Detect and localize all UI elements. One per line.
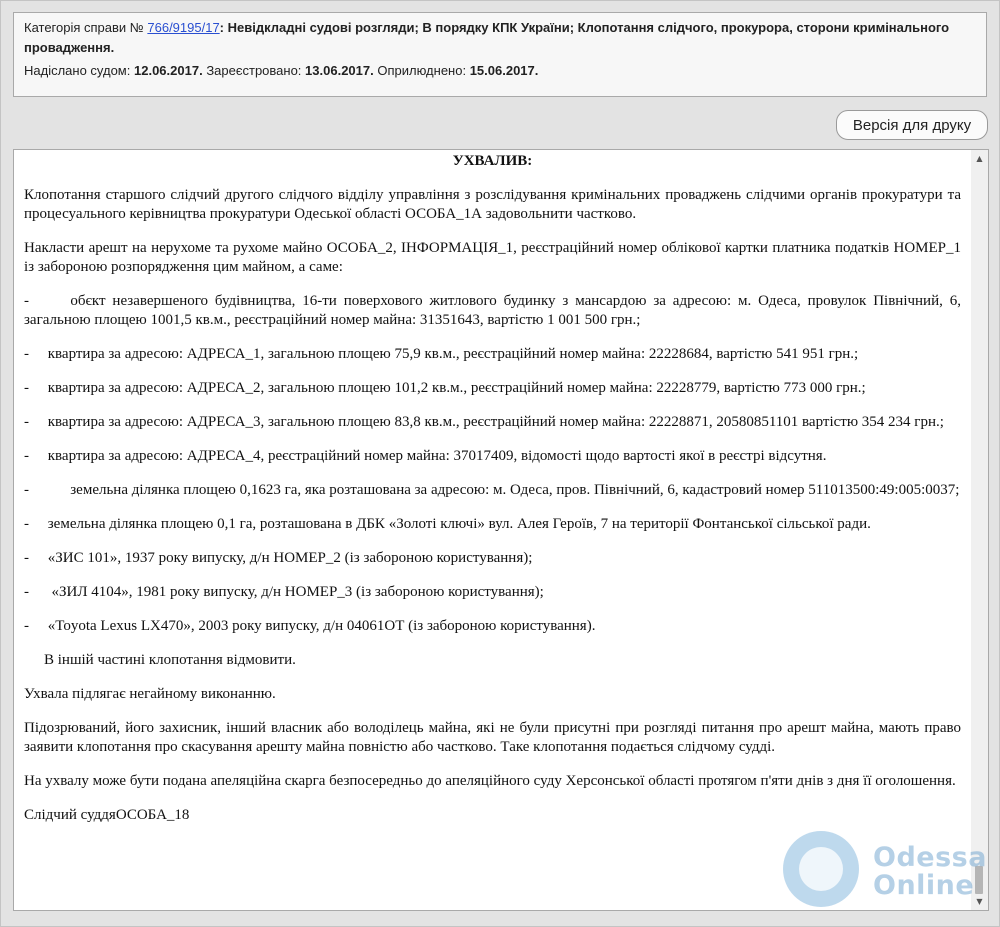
- print-version-button[interactable]: Версія для друку: [836, 110, 988, 140]
- case-info-panel: [13, 12, 987, 97]
- paragraph: Клопотання старшого слідчий другого слідчого відділу управління з розслідування кримінальних проваджень слідчими органів прокуратури та процесуального керівництва прокуратури Одеської області ОСОБА_1А задовольнити частково.: [24, 187, 961, 222]
- signature-line: Слідчий суддяОСОБА_18: [24, 807, 190, 823]
- watermark-line1: Odessa: [873, 842, 987, 873]
- list-item: - «ЗИЛ 4104», 1981 року випуску, д/н НОМЕР_3 (із забороною користування);: [24, 584, 544, 600]
- paragraph: На ухвалу може бути подана апеляційна скарга безпосередньо до апеляційного суду Херсонської області протягом п'яти днів з дня її оголошення.: [24, 773, 956, 789]
- published-date: 15.06.2017.: [469, 63, 539, 78]
- list-item: - земельна ділянка площею 0,1623 га, яка розташована за адресою: м. Одеса, пров. Північний, 6, кадастровий номер 511013500:49:005:0037;: [24, 482, 960, 498]
- scroll-thumb[interactable]: [975, 866, 983, 894]
- list-item: - квартира за адресою: АДРЕСА_4, реєстраційний номер майна: 37017409, відомості щодо вартості якої в реєстрі відсутня.: [24, 448, 827, 464]
- list-item: - квартира за адресою: АДРЕСА_1, загальною площею 75,9 кв.м., реєстраційний номер майна: 22228684, вартістю 541 951 грн.;: [24, 346, 859, 362]
- list-item: - обєкт незавершеного будівництва, 16-ти поверхового житлового будинку з мансардою за адресою: м. Одеса, провулок Північний, 6, загальною площею 1001,5 кв.м., реєстраційний номер майна: 31351643, вартістю 1 001 500 грн.;: [24, 293, 965, 328]
- case-dates-line: [24, 61, 976, 81]
- sent-date: 12.06.2017.: [134, 63, 203, 78]
- scroll-down-arrow-icon[interactable]: ▼: [976, 897, 983, 906]
- list-item: - «Toyota Lexus LX470», 2003 року випуску, д/н 04061ОТ (із забороною користування).: [24, 618, 596, 634]
- list-item: - квартира за адресою: АДРЕСА_3, загальною площею 83,8 кв.м., реєстраційний номер майна: 22228871, 20580851101 вартістю 354 234 грн.;: [24, 414, 944, 430]
- list-item: - земельна ділянка площею 0,1 га, розташована в ДБК «Золоті ключі» вул. Алея Героїв, 7 на території Фонтанської сільської ради.: [24, 516, 871, 532]
- case-category-line: [24, 18, 976, 58]
- sent-label: Надіслано судом:: [24, 63, 131, 78]
- document-text: [24, 150, 965, 840]
- document-frame[interactable]: [13, 149, 989, 911]
- paragraph: Накласти арешт на нерухоме та рухоме майно ОСОБА_2, ІНФОРМАЦІЯ_1, реєстраційний номер облікової картки платника податків НОМЕР_1 із забороною розпорядження цим майном, а саме:: [24, 240, 961, 275]
- published-label: Оприлюднено:: [377, 63, 467, 78]
- registered-date: 13.06.2017.: [305, 63, 374, 78]
- scroll-up-arrow-icon[interactable]: ▲: [976, 154, 983, 163]
- registered-label: Зареєстровано:: [206, 63, 302, 78]
- vertical-scrollbar[interactable]: [971, 150, 988, 910]
- paragraph: Підозрюваний, його захисник, інший власник або володілець майна, які не були присутні при розгляді питання про арешт майна, мають право заявити клопотання про скасування арешту майна повністю або частково. Таке клопотання подається слідчому судді.: [24, 720, 961, 755]
- case-number-link[interactable]: 766/9195/17: [147, 20, 220, 35]
- category-label: Категорія справи №: [24, 20, 144, 35]
- paragraph: Ухвала підлягає негайному виконанню.: [24, 686, 276, 702]
- paragraph: В іншій частині клопотання відмовити.: [44, 652, 296, 668]
- watermark-line2: Online: [873, 870, 975, 901]
- list-item: - «ЗИС 101», 1937 року випуску, д/н НОМЕР_2 (із забороною користування);: [24, 550, 533, 566]
- document-heading: УХВАЛИВ:: [452, 153, 533, 169]
- list-item: - квартира за адресою: АДРЕСА_2, загальною площею 101,2 кв.м., реєстраційний номер майна: 22228779, вартістю 773 000 грн.;: [24, 380, 866, 396]
- category-text: : Невідкладні судові розгляди; В порядку КПК України; Клопотання слідчого, прокурора, сторони кримінального провадження.: [24, 20, 950, 55]
